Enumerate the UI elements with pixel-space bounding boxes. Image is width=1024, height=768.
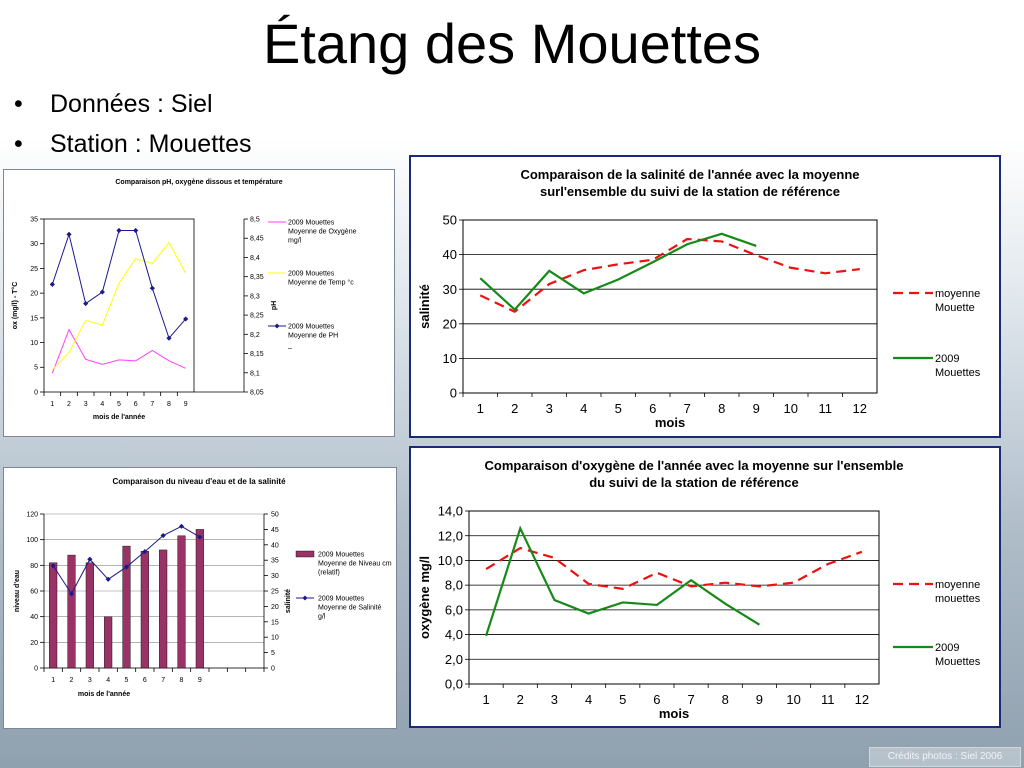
legend-label-line: (relatif): [318, 569, 340, 577]
x-tick-label: 8: [718, 401, 726, 416]
y2-tick-label: 5: [271, 650, 275, 658]
y-tick-label: 40: [30, 614, 38, 622]
x-tick-label: 6: [653, 692, 661, 707]
x-tick-label: 4: [100, 401, 105, 408]
legend-label: [318, 552, 392, 577]
y2-tick-label: 0: [271, 665, 275, 673]
legend-label: [935, 288, 980, 314]
y-tick-label: 60: [30, 588, 38, 596]
x-tick-label: 2: [67, 401, 71, 408]
legend-label-line: mg/l: [288, 237, 302, 245]
chart-title: Comparaison du niveau d'eau et de la salinité: [112, 477, 286, 486]
y-tick-label: 20: [30, 639, 38, 647]
x-tick-label: 2: [516, 692, 524, 707]
data-point: [50, 282, 55, 287]
legend-label-line: 2009: [935, 353, 960, 365]
y2-tick-label: 8,35: [250, 274, 264, 282]
photo-credit: Crédits photos : Siel 2006: [869, 747, 1021, 767]
legend-marker: [275, 324, 280, 329]
plot-area: [44, 219, 194, 392]
x-tick-label: 4: [580, 401, 588, 416]
chart-salinity-panel: [409, 155, 1001, 438]
y2-tick-label: 25: [271, 588, 279, 596]
x-axis-title: mois: [654, 415, 686, 430]
chart-title: surl'ensemble du suivi de la station de référence: [539, 184, 841, 199]
bar: [49, 563, 57, 668]
y2-tick-label: 8,4: [250, 254, 260, 262]
x-tick-label: 8: [721, 692, 729, 707]
y-tick-label: 15: [30, 315, 38, 323]
y-axis-title: niveau d'eau: [14, 569, 21, 613]
x-tick-label: 6: [649, 401, 657, 416]
bar: [104, 617, 112, 668]
x-tick-label: 8: [167, 401, 171, 408]
bullet-list: [14, 84, 252, 164]
x-tick-label: 3: [87, 677, 92, 684]
legend-label: [318, 596, 382, 621]
y-tick-label: 80: [30, 562, 38, 570]
x-tick-label: 12: [854, 692, 870, 707]
y-tick-label: 0: [449, 385, 457, 401]
chart-level-panel: [3, 467, 397, 729]
bar: [86, 563, 94, 668]
y-tick-label: 6,0: [444, 602, 463, 618]
plot-area: [463, 220, 877, 393]
y-tick-label: 20: [442, 316, 457, 332]
legend-label-line: Moyenne de Temp °c: [288, 279, 354, 287]
data-point: [179, 524, 184, 529]
legend-marker: [303, 596, 308, 601]
bullet-item: • Station : Mouettes: [14, 130, 252, 158]
bar: [159, 550, 167, 668]
y-tick-label: 100: [26, 537, 38, 545]
x-tick-label: 11: [818, 401, 832, 416]
y2-tick-label: 10: [271, 634, 279, 642]
chart-level: [4, 468, 396, 728]
y2-tick-label: 8,05: [250, 389, 264, 397]
y-tick-label: 0,0: [444, 676, 463, 692]
y2-tick-label: 8,25: [250, 312, 264, 320]
x-tick-label: 2: [511, 401, 519, 416]
x-tick-label: 9: [755, 692, 764, 707]
chart-title: Comparaison pH, oxygène dissous et température: [115, 179, 283, 186]
series-line-1: [486, 548, 862, 589]
series-line-2: [486, 528, 759, 636]
y-tick-label: 12,0: [437, 528, 463, 544]
data-point: [150, 286, 155, 291]
y-tick-label: 25: [30, 265, 38, 273]
y2-tick-label: 45: [271, 526, 279, 534]
y-tick-label: 4,0: [444, 627, 463, 643]
legend-label-line: moyenne: [935, 288, 981, 300]
y2-tick-label: 50: [271, 511, 279, 519]
x-tick-label: 4: [584, 692, 593, 707]
legend-label: [935, 353, 981, 379]
x-tick-label: 7: [687, 692, 695, 707]
x-tick-label: 7: [683, 401, 691, 416]
page-title: Étang des Mouettes: [262, 12, 762, 75]
legend-swatch: [296, 551, 314, 557]
y-tick-label: 0: [34, 389, 38, 397]
bullet-text: Station : Mouettes: [50, 130, 252, 158]
y2-tick-label: 15: [271, 619, 279, 627]
x-tick-label: 5: [619, 692, 627, 707]
y-tick-label: 20: [30, 290, 38, 298]
y-axis-title: oxygène mg/l: [417, 555, 432, 640]
y-axis-title: ox (mg/l) - T°C: [12, 281, 19, 330]
x-tick-label: 6: [133, 401, 138, 408]
bullet-text: Données : Siel: [50, 90, 213, 118]
y-axis-title: salinité: [417, 284, 432, 329]
chart-ph-panel: [3, 169, 395, 437]
bar: [196, 529, 204, 668]
x-tick-label: 7: [161, 677, 166, 684]
chart-title: Comparaison de la salinité de l'année avec la moyenne: [520, 167, 860, 182]
x-tick-label: 3: [83, 401, 88, 408]
x-tick-label: 9: [752, 401, 760, 416]
x-tick-label: 7: [150, 401, 155, 408]
y2-tick-label: 8,3: [250, 293, 260, 301]
legend-label-line: Mouettes: [935, 367, 981, 379]
y2-tick-label: 30: [271, 573, 279, 581]
y-tick-label: 120: [26, 511, 38, 519]
y2-tick-label: 8,45: [250, 235, 264, 243]
legend-label-line: 2009 Mouettes: [288, 323, 335, 331]
legend-label: [935, 579, 981, 605]
y-tick-label: 14,0: [437, 503, 463, 519]
y-tick-label: 50: [442, 212, 457, 228]
data-point: [116, 228, 121, 233]
legend-label-line: moyenne: [935, 579, 981, 591]
x-tick-label: 9: [183, 401, 188, 408]
x-axis-title: mois de l'année: [77, 691, 131, 698]
y2-tick-label: 40: [271, 542, 279, 550]
x-tick-label: 8: [179, 677, 184, 684]
y2-tick-label: 8,5: [250, 216, 260, 224]
chart-ph: [4, 170, 394, 436]
bar: [141, 551, 149, 668]
chart-oxygen: [411, 448, 999, 726]
legend-label-line: 2009 Mouettes: [288, 270, 335, 278]
y-tick-label: 30: [442, 281, 457, 297]
legend-label-line: 2009: [935, 642, 960, 654]
legend-label: [288, 324, 338, 340]
legend-label: [288, 271, 354, 287]
legend-label-line: Mouette: [935, 302, 975, 314]
legend-label-line: Moyenne de PH: [288, 332, 339, 340]
y2-axis-title: pH: [271, 300, 278, 311]
x-tick-label: 6: [142, 677, 147, 684]
y2-tick-label: 8,1: [250, 370, 260, 378]
x-tick-label: 10: [786, 692, 801, 707]
x-tick-label: 1: [50, 401, 55, 408]
legend-label-line: mouettes: [935, 593, 981, 605]
x-tick-label: 2: [69, 677, 74, 684]
y-tick-label: 10,0: [437, 552, 463, 568]
y-tick-label: 2,0: [444, 651, 463, 667]
legend-label-line: Moyenne de Oxygène: [288, 228, 357, 236]
legend-label-line: 2009 Mouettes: [288, 219, 335, 227]
y2-tick-label: 35: [271, 557, 279, 565]
y-tick-label: 40: [442, 247, 457, 263]
legend-label-line: 2009 Mouettes: [318, 551, 365, 559]
y2-tick-label: 8,2: [250, 331, 260, 339]
legend-label: [935, 642, 981, 668]
x-tick-label: 5: [117, 401, 121, 408]
x-axis-title: mois: [658, 706, 690, 721]
y2-tick-label: 8,15: [250, 351, 264, 359]
x-tick-label: 5: [124, 677, 129, 684]
legend-label-line: Moyenne de Salinité: [318, 604, 382, 612]
y-tick-label: 5: [34, 364, 38, 372]
series-line-2: [52, 243, 185, 370]
x-tick-label: 12: [852, 401, 867, 416]
plot-area: [469, 511, 879, 684]
x-axis-title: mois de l'année: [92, 414, 146, 421]
x-tick-label: 1: [51, 677, 56, 684]
bar: [178, 536, 186, 668]
chart-salinity: [411, 157, 999, 436]
x-tick-label: 1: [476, 401, 484, 416]
bullet-item: • Données : Siel: [14, 90, 213, 118]
y-tick-label: 30: [30, 241, 38, 249]
x-tick-label: 3: [545, 401, 553, 416]
y-tick-label: 10: [442, 350, 457, 366]
x-tick-label: 5: [614, 401, 622, 416]
legend-label-line: Mouettes: [935, 656, 981, 668]
data-point: [66, 232, 71, 237]
series-line-1: [52, 330, 185, 373]
x-tick-label: 3: [550, 692, 559, 707]
legend-label-line: Moyenne de Niveau cm: [318, 560, 392, 568]
bar: [68, 555, 76, 668]
y-tick-label: 10: [30, 340, 38, 348]
series-line-1: [480, 239, 860, 312]
y2-axis-title: salinité: [285, 588, 292, 614]
x-tick-label: 9: [197, 677, 202, 684]
chart-title: Comparaison d'oxygène de l'année avec la moyenne sur l'ensemble: [484, 458, 904, 473]
y2-tick-label: 20: [271, 603, 279, 611]
data-point: [133, 228, 138, 233]
legend-label-line: 2009 Mouettes: [318, 595, 365, 603]
chart-oxygen-panel: [409, 446, 1001, 728]
chart-title: du suivi de la station de référence: [589, 475, 799, 490]
x-tick-label: 4: [106, 677, 111, 684]
legend-extra: –: [288, 345, 292, 352]
x-tick-label: 10: [783, 401, 798, 416]
series-line-2: [480, 234, 756, 310]
x-tick-label: 1: [482, 692, 490, 707]
legend-label-line: g/l: [318, 613, 326, 621]
y-tick-label: 35: [30, 216, 38, 224]
y-tick-label: 8,0: [444, 577, 463, 593]
legend-label: [288, 220, 357, 245]
x-tick-label: 11: [821, 692, 835, 707]
y-tick-label: 0: [34, 665, 38, 673]
